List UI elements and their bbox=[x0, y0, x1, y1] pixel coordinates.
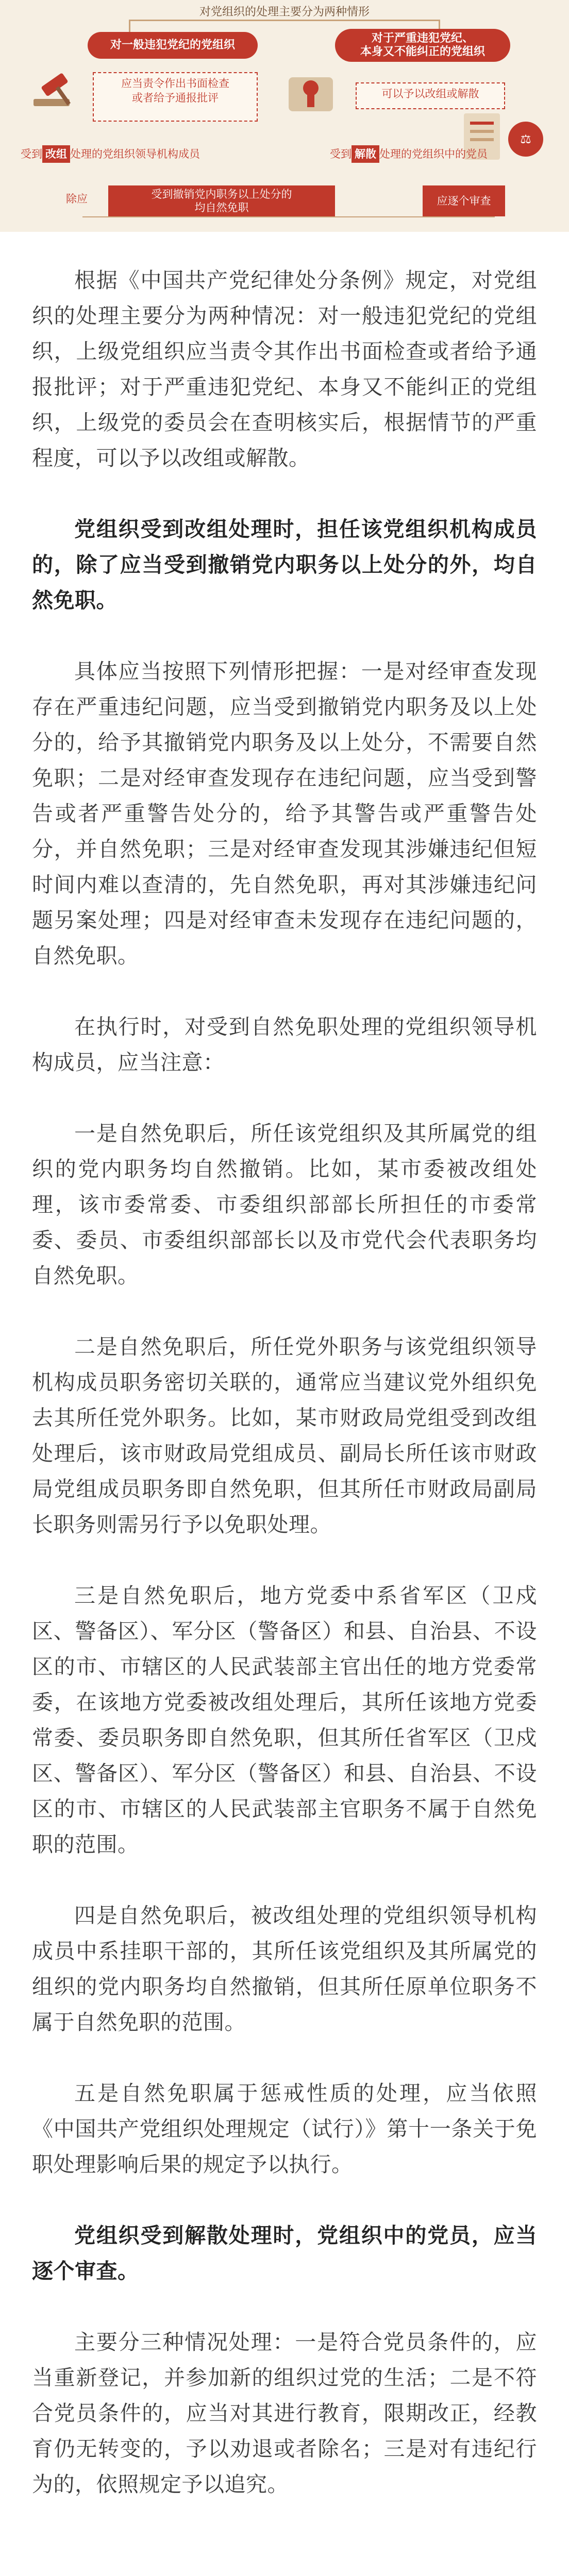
paragraph: 根据《中国共产党纪律处分条例》规定，对党组织的处理主要分为两种情况：对一般违犯党纪的党组织，上级党组织应当责令其作出书面检查或者给予通报批评；对于严重违犯党纪、本身又不能纠正的党组织，上级党的委员会在查明核实后，根据情节的严重程度，可以予以改组或解散。 bbox=[32, 268, 537, 470]
note-general bbox=[93, 72, 258, 122]
final-left-prefix: 除应 bbox=[66, 193, 88, 205]
final-left-box-line-2: 均自然免职 bbox=[194, 201, 249, 214]
paragraph: 五是自然免职属于惩戒性质的处理，应当依照《中国共产党组织处理规定（试行）》第十一条关于免职处理影响后果的规定予以执行。 bbox=[32, 2081, 537, 2177]
case-general-pill bbox=[88, 32, 258, 59]
infographic-title: 对党组织的处理主要分为两种情形 bbox=[199, 6, 370, 19]
note-general-line-1: 应当责令作出书面检查 bbox=[121, 77, 229, 90]
flow-dissolve bbox=[330, 145, 488, 163]
note-severe-line: 可以予以改组或解散 bbox=[381, 88, 479, 100]
case-severe-pill bbox=[335, 29, 510, 62]
paragraph: 三是自然免职后，地方党委中系省军区（卫戍区、警备区）、军分区（警备区）和县、自治县、不设区的市、市辖区的人民武装部主官出任的地方党委常委，在该地方党委被改组处理后，其所任该地方党委常委、委员职务即自然免职，但其所任省军区（卫戍区、警备区）、军分区（警备区）和县、自治县、不设区的市、市辖区的人民武装部主官职务不属于自然免职的范围。 bbox=[32, 1583, 537, 1857]
flow-reorganize-prefix: 受到 bbox=[21, 148, 42, 160]
flow-reorganize-suffix: 处理的党组织领导机构成员 bbox=[70, 148, 200, 160]
flow-dissolve-prefix: 受到 bbox=[330, 148, 352, 160]
article-body bbox=[32, 263, 537, 2502]
flow-dissolve-highlight: 解散 bbox=[352, 145, 379, 163]
final-left-box bbox=[108, 185, 335, 216]
bold-paragraph: 党组织受到改组处理时，担任该党组织机构成员的，除了应当受到撤销党内职务以上处分的外，均自然免职。 bbox=[32, 517, 537, 613]
note-general-line-2: 或者给予通报批评 bbox=[132, 92, 219, 104]
flow-dissolve-suffix: 处理的党组织中的党员 bbox=[379, 148, 488, 160]
stamp-icon bbox=[289, 77, 333, 111]
note-severe bbox=[356, 82, 505, 109]
divider bbox=[82, 216, 495, 217]
paragraph: 具体应当按照下列情形把握：一是对经审查发现存在严重违纪问题，应当受到撤销党内职务及以上处分的，给予其撤销党内职务及以上处分，不需要自然免职；二是对经审查发现存在违纪问题，应当受到警告或者严重警告处分的，给予其警告或严重警告处分，并自然免职；三是对经审查发现其涉嫌违纪但短时间内难以查清的，先自然免职，再对其涉嫌违纪问题另案处理；四是对经审查未发现存在违纪问题的，自然免职。 bbox=[32, 659, 537, 968]
infographic bbox=[0, 0, 569, 232]
paragraph: 四是自然免职后，被改组处理的党组织领导机构成员中系挂职干部的，其所任该党组织及其所属党的组织的党内职务均自然撤销，但其所任原单位职务不属于自然免职的范围。 bbox=[32, 1903, 537, 2035]
case-severe-label-2: 本身又不能纠正的党组织 bbox=[360, 45, 485, 58]
flow-reorganize-highlight: 改组 bbox=[42, 145, 70, 163]
gavel-icon bbox=[28, 67, 85, 113]
paragraph: 主要分三种情况处理：一是符合党员条件的，应当重新登记，并参加新的组织过党的生活；二是不符合党员条件的，应当对其进行教育，限期改正，经教育仍无转变的，予以劝退或者除名；三是对有违纪行为的，依照规定予以追究。 bbox=[32, 2330, 537, 2497]
case-general-label: 对一般违犯党纪的党组织 bbox=[110, 39, 235, 52]
flow-reorganize bbox=[21, 145, 200, 163]
paragraph: 一是自然免职后，所任该党组织及其所属党的组织的党内职务均自然撤销。比如，某市委被改组处理，该市委常委、市委组织部部长所担任的市委常委、委员、市委组织部部长以及市党代会代表职务均自然免职。 bbox=[32, 1121, 537, 1288]
case-severe-label-1: 对于严重违犯党纪、 bbox=[371, 32, 474, 45]
bold-paragraph: 党组织受到解散处理时，党组织中的党员，应当逐个审查。 bbox=[32, 2223, 537, 2283]
paragraph: 在执行时，对受到自然免职处理的党组织领导机构成员，应当注意： bbox=[32, 1014, 537, 1075]
divider bbox=[129, 20, 440, 21]
final-right-box: 应逐个审查 bbox=[423, 185, 505, 216]
svg-text:⚖: ⚖ bbox=[520, 132, 531, 146]
final-left-box-line-1: 受到撤销党内职务以上处分的 bbox=[151, 188, 292, 200]
paragraph: 二是自然免职后，所任党外职务与该党组织领导机构成员职务密切关联的，通常应当建议党外组织免去其所任党外职务。比如，某市财政局党组受到改组处理后，该市财政局党组成员、副局长所任该市财政局党组成员职务即自然免职，但其所任市财政局副局长职务则需另行予以免职处理。 bbox=[32, 1334, 537, 1537]
divider bbox=[129, 20, 130, 33]
